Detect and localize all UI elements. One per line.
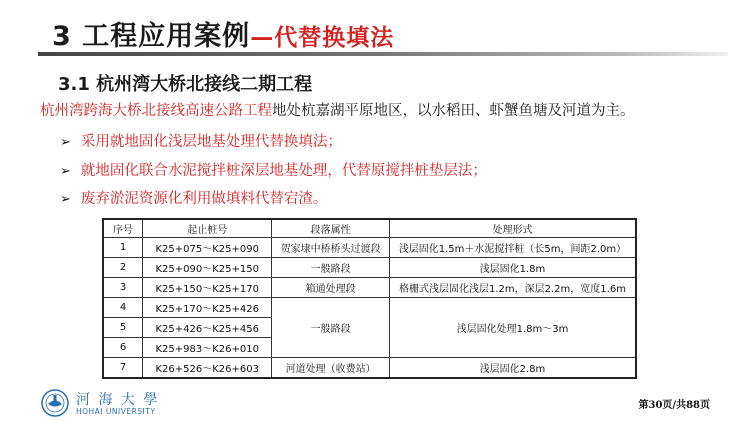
cell-method: 浅层固化1.5m＋水泥搅拌桩（长5m，间距2.0m） (389, 238, 636, 258)
table-row (103, 358, 636, 379)
header-cell: 起止桩号 (143, 219, 272, 238)
bullet-text: 采用就地固化浅层地基处理代替换填法； (80, 134, 342, 150)
cell-no: 4 (103, 298, 143, 318)
title-underline (38, 52, 728, 56)
cell-attr-merged: 一般路段 (272, 298, 390, 358)
cell-range: K26+526～K26+603 (143, 358, 272, 379)
cell-method: 浅层固化2.8m (389, 358, 636, 379)
treatment-table (102, 218, 637, 379)
arrow-bullet-icon: ➢ (60, 164, 71, 179)
cell-no: 5 (103, 318, 143, 338)
cell-no: 7 (103, 358, 143, 379)
header-cell: 序号 (103, 219, 143, 238)
page-number: 第30页/共88页 (638, 400, 710, 411)
intro-rest: 地处杭嘉湖平原地区，以水稻田、虾蟹鱼塘及河道为主。 (272, 103, 635, 119)
cell-no: 2 (103, 258, 143, 278)
table-header-row (103, 219, 636, 238)
cell-attr: 贺家埭中桥桥头过渡段 (272, 238, 390, 258)
table-row (103, 298, 636, 318)
cell-attr: 一般路段 (272, 258, 390, 278)
cell-no: 3 (103, 278, 143, 298)
table-row (103, 238, 636, 258)
cell-range: K25+983～K26+010 (143, 338, 272, 358)
table-row (103, 258, 636, 278)
cell-range: K25+090～K25+150 (143, 258, 272, 278)
bullet-item (60, 159, 487, 180)
cell-method-merged: 浅层固化处理1.8m～3m (389, 298, 636, 358)
bullet-item (60, 187, 327, 208)
bullet-text: 就地固化联合水泥搅拌桩深层地基处理，代替原搅拌桩垫层法； (80, 163, 487, 179)
cell-attr: 河道处理（收费站） (272, 358, 390, 379)
cell-range: K25+150～K25+170 (143, 278, 272, 298)
cell-no: 6 (103, 338, 143, 358)
logo-english-name: HOHAI UNIVERSITY (76, 407, 156, 416)
intro-highlight: 杭州湾跨海大桥北接线高速公路工程 (40, 103, 272, 119)
section-heading: 3.1 杭州湾大桥北接线二期工程 (58, 74, 313, 95)
cell-method: 格栅式浅层固化浅层1.2m，深层2.2m，宽度1.6m (389, 278, 636, 298)
table-row (103, 278, 636, 298)
header-cell: 处理形式 (389, 219, 636, 238)
cell-range: K25+075～K25+090 (143, 238, 272, 258)
cell-range: K25+426～K25+456 (143, 318, 272, 338)
arrow-bullet-icon: ➢ (60, 135, 71, 150)
cell-method: 浅层固化1.8m (389, 258, 636, 278)
header-cell: 段落属性 (272, 219, 390, 238)
title-main: 3 工程应用案例 (52, 21, 251, 52)
logo-chinese-name: 河 海 大 學 (76, 392, 160, 408)
bullet-item (60, 130, 342, 151)
cell-attr: 箱通处理段 (272, 278, 390, 298)
title-sub: —代替换填法 (250, 25, 395, 51)
slide-title (52, 14, 394, 53)
cell-range: K25+170～K25+426 (143, 298, 272, 318)
arrow-bullet-icon: ➢ (60, 192, 71, 207)
intro-paragraph (40, 99, 635, 120)
bullet-text: 废弃淤泥资源化利用做填料代替宕渣。 (80, 191, 328, 207)
cell-no: 1 (103, 238, 143, 258)
